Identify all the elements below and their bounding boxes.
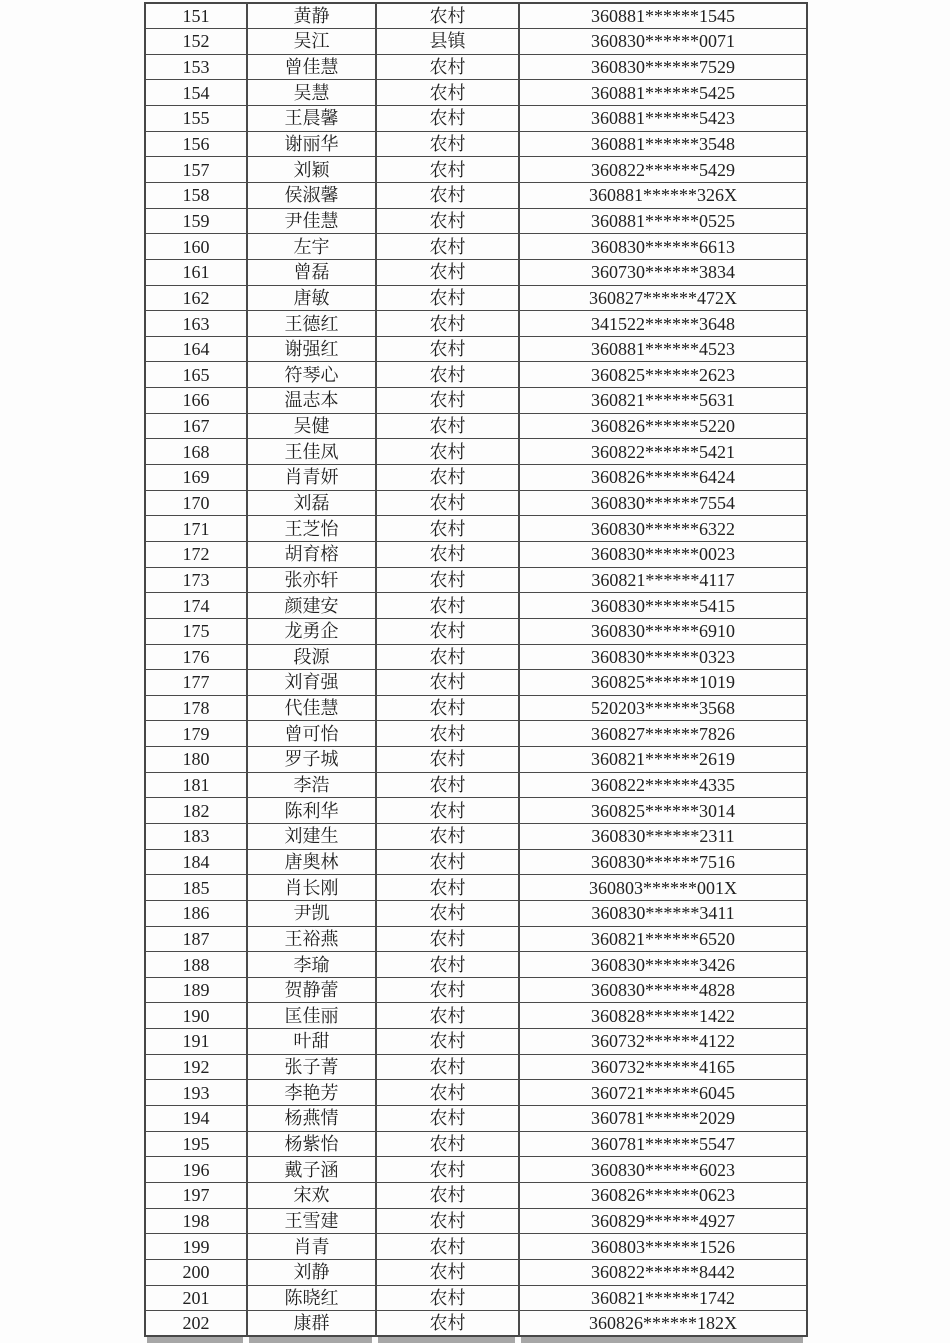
table-row: [145, 516, 807, 542]
residence-type-cell: 农村: [376, 234, 519, 260]
residence-type-cell: 农村: [376, 259, 519, 285]
person-name-cell: 王德红: [247, 311, 376, 337]
id-number-cell: 360730******3834: [519, 259, 807, 285]
roster-table: [144, 2, 808, 1337]
person-name-cell: 温志本: [247, 388, 376, 414]
table-row: [145, 1208, 807, 1234]
table-row: [145, 311, 807, 337]
table-row: [145, 875, 807, 901]
id-number-cell: 360732******4165: [519, 1054, 807, 1080]
residence-type-cell: 农村: [376, 1106, 519, 1132]
id-number-cell: 360803******001X: [519, 875, 807, 901]
residence-type-cell: 农村: [376, 875, 519, 901]
table-row: [145, 285, 807, 311]
table-row: [145, 644, 807, 670]
residence-type-cell: 农村: [376, 1311, 519, 1337]
serial-number-cell: 193: [145, 1080, 247, 1106]
serial-number-cell: 163: [145, 311, 247, 337]
residence-type-cell: 农村: [376, 490, 519, 516]
table-row: [145, 1285, 807, 1311]
person-name-cell: 贺静蕾: [247, 977, 376, 1003]
id-number-cell: 360881******5423: [519, 106, 807, 132]
person-name-cell: 黄静: [247, 3, 376, 29]
table-row: [145, 259, 807, 285]
serial-number-cell: 179: [145, 721, 247, 747]
person-name-cell: 曾磊: [247, 259, 376, 285]
serial-number-cell: 178: [145, 695, 247, 721]
partial-next-row: [144, 1337, 806, 1343]
table-row: [145, 1029, 807, 1055]
serial-number-cell: 192: [145, 1054, 247, 1080]
id-number-cell: 360881******1545: [519, 3, 807, 29]
table-row: [145, 541, 807, 567]
person-name-cell: 康群: [247, 1311, 376, 1337]
id-number-cell: 360881******5425: [519, 80, 807, 106]
serial-number-cell: 160: [145, 234, 247, 260]
residence-type-cell: 农村: [376, 208, 519, 234]
residence-type-cell: 农村: [376, 1157, 519, 1183]
table-row: [145, 3, 807, 29]
serial-number-cell: 152: [145, 29, 247, 55]
serial-number-cell: 170: [145, 490, 247, 516]
residence-type-cell: 农村: [376, 900, 519, 926]
id-number-cell: 360830******6023: [519, 1157, 807, 1183]
person-name-cell: 戴子涵: [247, 1157, 376, 1183]
table-row: [145, 1131, 807, 1157]
table-row: [145, 131, 807, 157]
id-number-cell: 360830******2311: [519, 824, 807, 850]
residence-type-cell: 农村: [376, 1131, 519, 1157]
residence-type-cell: 农村: [376, 824, 519, 850]
person-name-cell: 胡育榕: [247, 541, 376, 567]
residence-type-cell: 农村: [376, 541, 519, 567]
person-name-cell: 左宇: [247, 234, 376, 260]
serial-number-cell: 181: [145, 772, 247, 798]
residence-type-cell: 县镇: [376, 29, 519, 55]
id-number-cell: 360830******3426: [519, 952, 807, 978]
table-row: [145, 1259, 807, 1285]
id-number-cell: 360830******0023: [519, 541, 807, 567]
person-name-cell: 谢强红: [247, 336, 376, 362]
serial-number-cell: 187: [145, 926, 247, 952]
table-row: [145, 1054, 807, 1080]
table-row: [145, 900, 807, 926]
table-row: [145, 1157, 807, 1183]
serial-number-cell: 182: [145, 798, 247, 824]
id-number-cell: 360827******472X: [519, 285, 807, 311]
id-number-cell: 360827******7826: [519, 721, 807, 747]
serial-number-cell: 173: [145, 567, 247, 593]
table-row: [145, 798, 807, 824]
residence-type-cell: 农村: [376, 644, 519, 670]
person-name-cell: 唐奥林: [247, 849, 376, 875]
table-row: [145, 388, 807, 414]
table-row: [145, 824, 807, 850]
id-number-cell: 360830******6613: [519, 234, 807, 260]
person-name-cell: 尹佳慧: [247, 208, 376, 234]
serial-number-cell: 153: [145, 54, 247, 80]
partial-cell-residence: [375, 1337, 518, 1343]
residence-type-cell: 农村: [376, 336, 519, 362]
serial-number-cell: 155: [145, 106, 247, 132]
person-name-cell: 杨紫怡: [247, 1131, 376, 1157]
table-row: [145, 439, 807, 465]
serial-number-cell: 164: [145, 336, 247, 362]
id-number-cell: 360825******3014: [519, 798, 807, 824]
id-number-cell: 360830******3411: [519, 900, 807, 926]
residence-type-cell: 农村: [376, 182, 519, 208]
id-number-cell: 360781******5547: [519, 1131, 807, 1157]
serial-number-cell: 157: [145, 157, 247, 183]
table-row: [145, 695, 807, 721]
serial-number-cell: 175: [145, 618, 247, 644]
table-row: [145, 1106, 807, 1132]
serial-number-cell: 166: [145, 388, 247, 414]
residence-type-cell: 农村: [376, 849, 519, 875]
serial-number-cell: 189: [145, 977, 247, 1003]
residence-type-cell: 农村: [376, 977, 519, 1003]
serial-number-cell: 185: [145, 875, 247, 901]
serial-number-cell: 167: [145, 413, 247, 439]
id-number-cell: 360821******6520: [519, 926, 807, 952]
table-row: [145, 465, 807, 491]
table-row: [145, 1182, 807, 1208]
serial-number-cell: 199: [145, 1234, 247, 1260]
table-row: [145, 670, 807, 696]
person-name-cell: 符琴心: [247, 362, 376, 388]
person-name-cell: 杨燕情: [247, 1106, 376, 1132]
serial-number-cell: 156: [145, 131, 247, 157]
person-name-cell: 张子菁: [247, 1054, 376, 1080]
residence-type-cell: 农村: [376, 1234, 519, 1260]
table-row: [145, 977, 807, 1003]
serial-number-cell: 201: [145, 1285, 247, 1311]
person-name-cell: 颜建安: [247, 593, 376, 619]
id-number-cell: 360821******1742: [519, 1285, 807, 1311]
table-row: [145, 54, 807, 80]
person-name-cell: 李浩: [247, 772, 376, 798]
residence-type-cell: 农村: [376, 721, 519, 747]
id-number-cell: 360822******4335: [519, 772, 807, 798]
person-name-cell: 侯淑馨: [247, 182, 376, 208]
residence-type-cell: 农村: [376, 695, 519, 721]
serial-number-cell: 183: [145, 824, 247, 850]
table-row: [145, 208, 807, 234]
person-name-cell: 刘育强: [247, 670, 376, 696]
id-number-cell: 360826******0623: [519, 1182, 807, 1208]
roster-body: [145, 3, 807, 1336]
serial-number-cell: 196: [145, 1157, 247, 1183]
serial-number-cell: 168: [145, 439, 247, 465]
table-row: [145, 1234, 807, 1260]
table-row: [145, 747, 807, 773]
id-number-cell: 360781******2029: [519, 1106, 807, 1132]
residence-type-cell: 农村: [376, 952, 519, 978]
id-number-cell: 360721******6045: [519, 1080, 807, 1106]
id-number-cell: 360830******6910: [519, 618, 807, 644]
residence-type-cell: 农村: [376, 1080, 519, 1106]
table-row: [145, 106, 807, 132]
serial-number-cell: 194: [145, 1106, 247, 1132]
person-name-cell: 吴慧: [247, 80, 376, 106]
id-number-cell: 360822******8442: [519, 1259, 807, 1285]
residence-type-cell: 农村: [376, 772, 519, 798]
id-number-cell: 360828******1422: [519, 1003, 807, 1029]
residence-type-cell: 农村: [376, 1208, 519, 1234]
id-number-cell: 520203******3568: [519, 695, 807, 721]
residence-type-cell: 农村: [376, 1285, 519, 1311]
serial-number-cell: 169: [145, 465, 247, 491]
residence-type-cell: 农村: [376, 3, 519, 29]
residence-type-cell: 农村: [376, 465, 519, 491]
id-number-cell: 360881******0525: [519, 208, 807, 234]
table-row: [145, 1080, 807, 1106]
residence-type-cell: 农村: [376, 516, 519, 542]
serial-number-cell: 159: [145, 208, 247, 234]
person-name-cell: 王雪建: [247, 1208, 376, 1234]
partial-cell-id: [518, 1337, 806, 1343]
table-row: [145, 772, 807, 798]
id-number-cell: 360830******7516: [519, 849, 807, 875]
table-row: [145, 618, 807, 644]
serial-number-cell: 197: [145, 1182, 247, 1208]
residence-type-cell: 农村: [376, 388, 519, 414]
table-row: [145, 157, 807, 183]
table-row: [145, 413, 807, 439]
table-row: [145, 567, 807, 593]
id-number-cell: 360826******182X: [519, 1311, 807, 1337]
id-number-cell: 360825******2623: [519, 362, 807, 388]
id-number-cell: 360881******3548: [519, 131, 807, 157]
serial-number-cell: 176: [145, 644, 247, 670]
id-number-cell: 360881******4523: [519, 336, 807, 362]
table-row: [145, 29, 807, 55]
id-number-cell: 360826******5220: [519, 413, 807, 439]
residence-type-cell: 农村: [376, 106, 519, 132]
residence-type-cell: 农村: [376, 798, 519, 824]
table-row: [145, 1311, 807, 1337]
person-name-cell: 刘颖: [247, 157, 376, 183]
person-name-cell: 张亦轩: [247, 567, 376, 593]
table-row: [145, 926, 807, 952]
person-name-cell: 刘建生: [247, 824, 376, 850]
id-number-cell: 360732******4122: [519, 1029, 807, 1055]
table-row: [145, 234, 807, 260]
serial-number-cell: 151: [145, 3, 247, 29]
person-name-cell: 段源: [247, 644, 376, 670]
table-row: [145, 182, 807, 208]
person-name-cell: 谢丽华: [247, 131, 376, 157]
residence-type-cell: 农村: [376, 747, 519, 773]
table-row: [145, 593, 807, 619]
id-number-cell: 360830******0071: [519, 29, 807, 55]
residence-type-cell: 农村: [376, 439, 519, 465]
person-name-cell: 肖长刚: [247, 875, 376, 901]
person-name-cell: 肖青: [247, 1234, 376, 1260]
residence-type-cell: 农村: [376, 926, 519, 952]
residence-type-cell: 农村: [376, 54, 519, 80]
serial-number-cell: 195: [145, 1131, 247, 1157]
residence-type-cell: 农村: [376, 1003, 519, 1029]
id-number-cell: 360803******1526: [519, 1234, 807, 1260]
person-name-cell: 龙勇企: [247, 618, 376, 644]
residence-type-cell: 农村: [376, 593, 519, 619]
serial-number-cell: 171: [145, 516, 247, 542]
person-name-cell: 唐敏: [247, 285, 376, 311]
person-name-cell: 罗子城: [247, 747, 376, 773]
person-name-cell: 肖青妍: [247, 465, 376, 491]
serial-number-cell: 161: [145, 259, 247, 285]
id-number-cell: 360830******7529: [519, 54, 807, 80]
id-number-cell: 360830******7554: [519, 490, 807, 516]
serial-number-cell: 186: [145, 900, 247, 926]
person-name-cell: 吴江: [247, 29, 376, 55]
person-name-cell: 曾佳慧: [247, 54, 376, 80]
person-name-cell: 王芝怡: [247, 516, 376, 542]
serial-number-cell: 188: [145, 952, 247, 978]
person-name-cell: 陈晓红: [247, 1285, 376, 1311]
serial-number-cell: 190: [145, 1003, 247, 1029]
id-number-cell: 360881******326X: [519, 182, 807, 208]
serial-number-cell: 165: [145, 362, 247, 388]
id-number-cell: 360822******5429: [519, 157, 807, 183]
serial-number-cell: 172: [145, 541, 247, 567]
person-name-cell: 陈利华: [247, 798, 376, 824]
person-name-cell: 尹凯: [247, 900, 376, 926]
table-row: [145, 336, 807, 362]
residence-type-cell: 农村: [376, 1182, 519, 1208]
partial-cell-serial: [144, 1337, 246, 1343]
residence-type-cell: 农村: [376, 670, 519, 696]
table-row: [145, 952, 807, 978]
table-row: [145, 80, 807, 106]
serial-number-cell: 198: [145, 1208, 247, 1234]
residence-type-cell: 农村: [376, 362, 519, 388]
person-name-cell: 吴健: [247, 413, 376, 439]
serial-number-cell: 202: [145, 1311, 247, 1337]
person-name-cell: 匡佳丽: [247, 1003, 376, 1029]
table-row: [145, 849, 807, 875]
person-name-cell: 叶甜: [247, 1029, 376, 1055]
id-number-cell: 360821******4117: [519, 567, 807, 593]
serial-number-cell: 200: [145, 1259, 247, 1285]
id-number-cell: 360821******2619: [519, 747, 807, 773]
person-name-cell: 王佳凤: [247, 439, 376, 465]
serial-number-cell: 158: [145, 182, 247, 208]
residence-type-cell: 农村: [376, 1259, 519, 1285]
person-name-cell: 宋欢: [247, 1182, 376, 1208]
person-name-cell: 王裕燕: [247, 926, 376, 952]
person-name-cell: 刘静: [247, 1259, 376, 1285]
table-row: [145, 1003, 807, 1029]
serial-number-cell: 184: [145, 849, 247, 875]
id-number-cell: 360821******5631: [519, 388, 807, 414]
table-row: [145, 490, 807, 516]
serial-number-cell: 177: [145, 670, 247, 696]
residence-type-cell: 农村: [376, 80, 519, 106]
table-row: [145, 362, 807, 388]
person-name-cell: 李艳芳: [247, 1080, 376, 1106]
residence-type-cell: 农村: [376, 311, 519, 337]
residence-type-cell: 农村: [376, 567, 519, 593]
residence-type-cell: 农村: [376, 157, 519, 183]
id-number-cell: 341522******3648: [519, 311, 807, 337]
person-name-cell: 曾可怡: [247, 721, 376, 747]
serial-number-cell: 154: [145, 80, 247, 106]
residence-type-cell: 农村: [376, 285, 519, 311]
person-name-cell: 王晨馨: [247, 106, 376, 132]
id-number-cell: 360830******4828: [519, 977, 807, 1003]
residence-type-cell: 农村: [376, 618, 519, 644]
id-number-cell: 360830******0323: [519, 644, 807, 670]
serial-number-cell: 180: [145, 747, 247, 773]
residence-type-cell: 农村: [376, 131, 519, 157]
person-name-cell: 代佳慧: [247, 695, 376, 721]
serial-number-cell: 174: [145, 593, 247, 619]
serial-number-cell: 162: [145, 285, 247, 311]
residence-type-cell: 农村: [376, 1029, 519, 1055]
id-number-cell: 360822******5421: [519, 439, 807, 465]
id-number-cell: 360825******1019: [519, 670, 807, 696]
id-number-cell: 360826******6424: [519, 465, 807, 491]
person-name-cell: 李瑜: [247, 952, 376, 978]
id-number-cell: 360830******6322: [519, 516, 807, 542]
serial-number-cell: 191: [145, 1029, 247, 1055]
residence-type-cell: 农村: [376, 1054, 519, 1080]
residence-type-cell: 农村: [376, 413, 519, 439]
person-name-cell: 刘磊: [247, 490, 376, 516]
id-number-cell: 360830******5415: [519, 593, 807, 619]
partial-cell-name: [246, 1337, 375, 1343]
id-number-cell: 360829******4927: [519, 1208, 807, 1234]
table-row: [145, 721, 807, 747]
